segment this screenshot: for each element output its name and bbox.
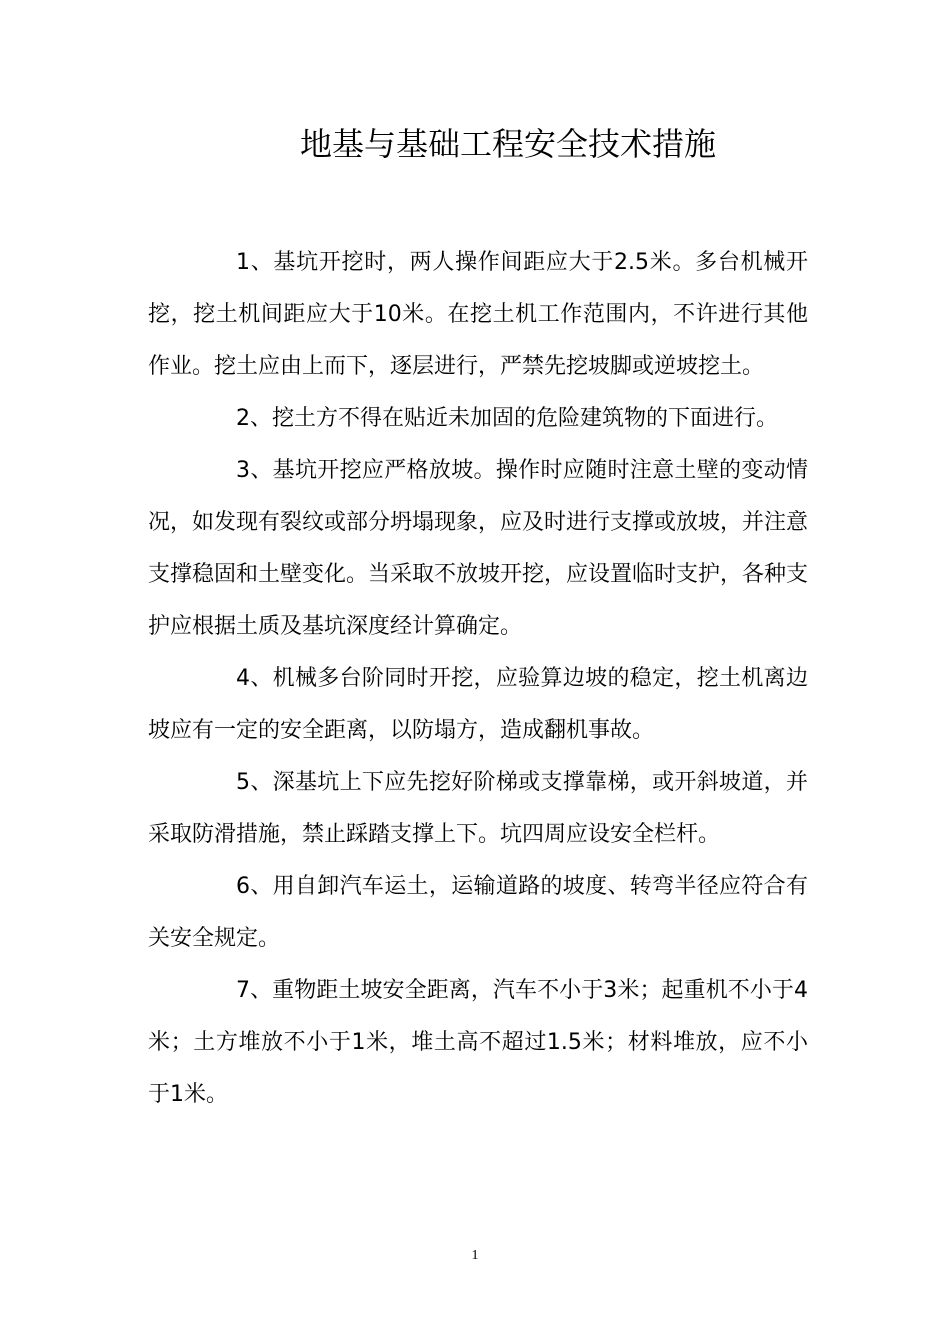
document-title: 地基与基础工程安全技术措施 [299,125,716,163]
paragraph-5: 5、深基坑上下应先挖好阶梯或支撑靠梯，或开斜坡道，并采取防滑措施，禁止踩踏支撑上下。坑四周应设安全栏杆。 [148,770,808,847]
page-number: 1 [471,1248,479,1263]
document-body [148,237,808,1121]
paragraph-7: 7、重物距土坡安全距离，汽车不小于3米；起重机不小于4米；土方堆放不小于1米，堆土高不超过1.5米；材料堆放，应不小于1米。 [148,978,808,1107]
paragraph-2: 2、挖土方不得在贴近未加固的危险建筑物的下面进行。 [236,406,778,431]
paragraph-1: 1、基坑开挖时，两人操作间距应大于2.5米。多台机械开挖，挖土机间距应大于10米。在挖土机工作范围内，不许进行其他作业。挖土应由上而下，逐层进行，严禁先挖坡脚或逆坡挖土。 [148,250,808,379]
paragraph-4: 4、机械多台阶同时开挖，应验算边坡的稳定，挖土机离边坡应有一定的安全距离，以防塌方，造成翻机事故。 [148,666,808,743]
paragraph-6: 6、用自卸汽车运土，运输道路的坡度、转弯半径应符合有关安全规定。 [148,874,808,951]
paragraph-3: 3、基坑开挖应严格放坡。操作时应随时注意土壁的变动情况，如发现有裂纹或部分坍塌现象，应及时进行支撑或放坡，并注意支撑稳固和土壁变化。当采取不放坡开挖，应设置临时支护，各种支护应根据土质及基坑深度经计算确定。 [148,458,809,639]
